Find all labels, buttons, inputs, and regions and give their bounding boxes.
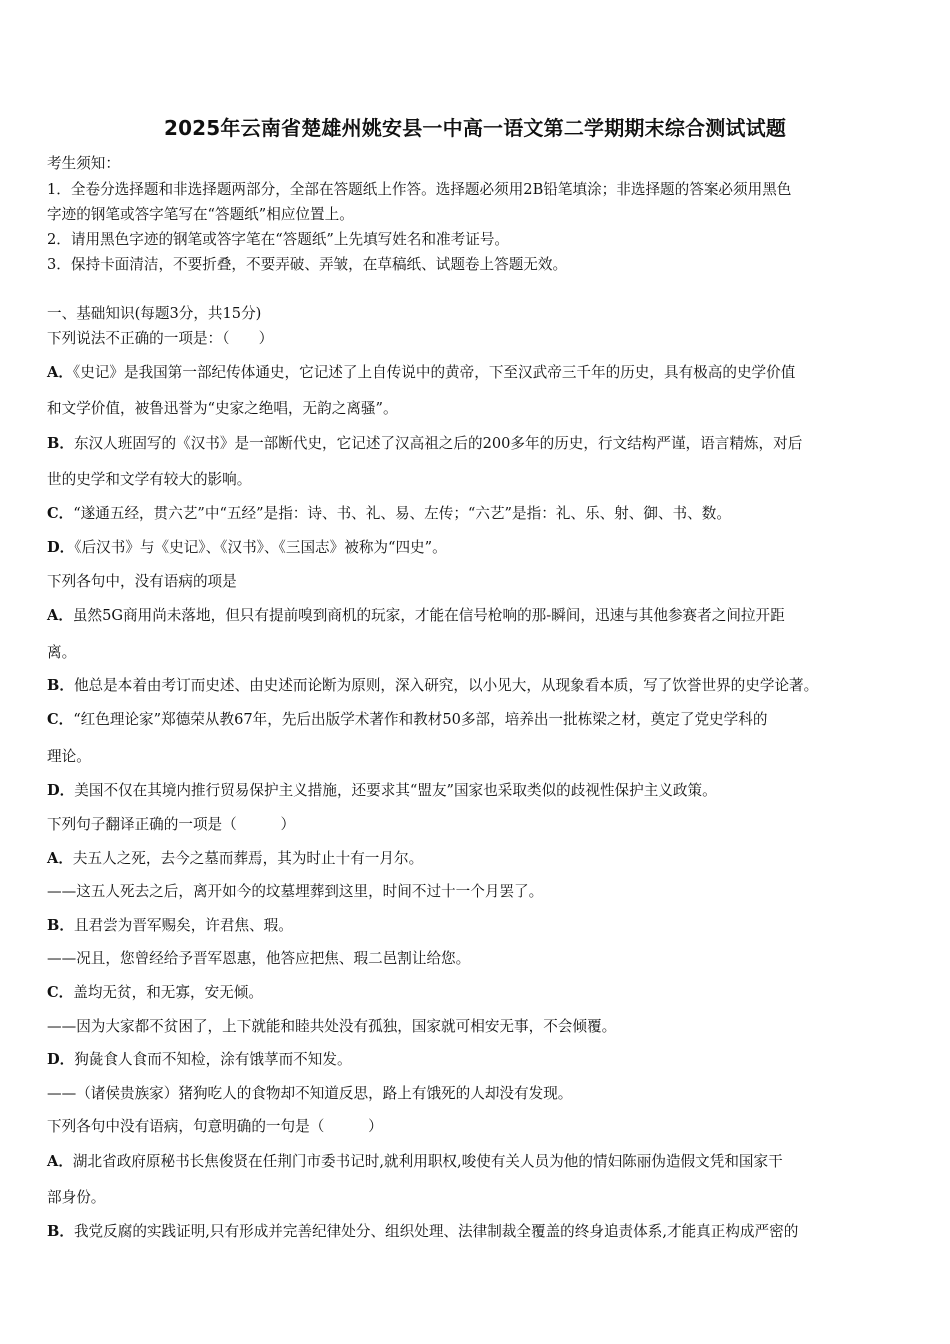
option-label: A． [47, 1153, 73, 1170]
notice-item: 2．请用黑色字迹的钢笔或答字笔在“答题纸”上先填写姓名和准考证号。 [47, 231, 510, 248]
notice-item: 1．全卷分选择题和非选择题两部分，全部在答题纸上作答。选择题必须用2B铅笔填涂；非选择题的答案必须用黑色 [47, 181, 792, 198]
question-stem: 下列各句中，没有语病的项是 [47, 573, 237, 590]
option-label: C． [47, 711, 74, 728]
option-continuation: 和文学价值，被鲁迅誉为“史家之绝唱，无韵之离骚”。 [47, 400, 398, 417]
option-c [47, 708, 767, 729]
option-label: C． [47, 984, 74, 1001]
translation-line: ——（诸侯贵族家）猪狗吃人的食物却不知道反思，路上有饿死的人却没有发现。 [47, 1085, 573, 1102]
option-label: A． [47, 364, 73, 381]
translation-line: ——况且，您曾经给予晋军恩惠，他答应把焦、瑕二邑割让给您。 [47, 950, 471, 967]
option-label: B． [47, 677, 74, 694]
option-continuation: 部身份。 [47, 1189, 106, 1206]
option-label: D． [47, 782, 75, 799]
option-d [47, 1048, 352, 1069]
option-b [47, 914, 293, 935]
option-text: 盖均无贫，和无寡，安无倾。 [73, 984, 263, 1001]
option-text: 他总是本着由考订而史述、由史述而论断为原则，深入研究，以小见大，从现象看本质，写了饮誉世界的史学论著。 [73, 677, 819, 694]
option-continuation: 世的史学和文学有较大的影响。 [47, 471, 252, 488]
option-text: 湖北省政府原秘书长焦俊贤在任荆门市委书记时,就利用职权,唆使有关人员为他的情妇陈丽伪造假文凭和国家干 [72, 1153, 783, 1170]
option-c [47, 502, 731, 523]
option-text: 狗彘食人食而不知检，涂有饿莩而不知发。 [74, 1051, 352, 1068]
notice-heading: 考生须知： [47, 155, 120, 172]
option-text: 夫五人之死，去今之墓而葬焉，其为时止十有一月尔。 [72, 850, 424, 867]
option-a [47, 847, 423, 868]
option-b [47, 432, 802, 453]
option-text: 美国不仅在其境内推行贸易保护主义措施，还要求其“盟友”国家也采取类似的歧视性保护主义政策。 [74, 782, 717, 799]
option-label: B． [47, 917, 74, 934]
option-b [47, 1220, 798, 1241]
option-label: A． [47, 850, 73, 867]
option-a [47, 1150, 783, 1171]
option-text: “遂通五经，贯六艺”中“五经”是指：诗、书、礼、易、左传；“六艺”是指：礼、乐、射、御、书、数。 [73, 505, 731, 522]
option-text: 《后汉书》与《史记》、《汉书》、《三国志》被称为“四史”。 [74, 539, 447, 556]
option-text: 东汉人班固写的《汉书》是一部断代史，它记述了汉高祖之后的200多年的历史，行文结构严谨，语言精炼，对后 [73, 435, 803, 452]
option-text: 且君尝为晋军赐矣，许君焦、瑕。 [73, 917, 293, 934]
document-title: 2025年云南省楚雄州姚安县一中高一语文第二学期期末综合测试试题 [163, 116, 787, 140]
question-stem: 下列说法不正确的一项是：（ ） [47, 330, 274, 347]
option-text: 虽然5G商用尚未落地，但只有提前嗅到商机的玩家，才能在信号枪响的那-瞬间，迅速与其他参赛者之间拉开距 [72, 607, 785, 624]
option-a [47, 604, 785, 625]
option-label: A． [47, 607, 73, 624]
option-b [47, 674, 818, 695]
option-label: B． [47, 1223, 74, 1240]
option-label: D． [47, 1051, 75, 1068]
option-c [47, 981, 263, 1002]
notice-item: 3．保持卡面清洁，不要折叠，不要弄破、弄皱，在草稿纸、试题卷上答题无效。 [47, 256, 568, 273]
translation-line: ——这五人死去之后，离开如今的坟墓埋葬到这里，时间不过十一个月罢了。 [47, 883, 544, 900]
section-heading: 一、基础知识(每题3分，共15分) [47, 305, 262, 322]
question-stem: 下列各句中没有语病，句意明确的一句是（ ） [47, 1118, 383, 1135]
option-d [47, 536, 447, 557]
option-text: 我党反腐的实践证明,只有形成并完善纪律处分、组织处理、法律制裁全覆盖的终身追责体系,才能真正构成严密的 [73, 1223, 799, 1240]
question-stem: 下列句子翻译正确的一项是（ ） [47, 816, 296, 833]
option-text: “红色理论家”郑德荣从教67年，先后出版学术著作和教材50多部，培养出一批栋梁之材，奠定了党史学科的 [73, 711, 768, 728]
option-label: B． [47, 435, 74, 452]
translation-line: ——因为大家都不贫困了，上下就能和睦共处没有孤独，国家就可相安无事，不会倾覆。 [47, 1018, 617, 1035]
option-text: 《史记》是我国第一部纪传体通史，它记述了上自传说中的黄帝，下至汉武帝三千年的历史，具有极高的史学价值 [72, 364, 796, 381]
option-continuation: 离。 [47, 644, 77, 661]
option-label: C． [47, 505, 74, 522]
option-label: D． [47, 539, 75, 556]
option-a [47, 361, 795, 382]
notice-item: 字迹的钢笔或答字笔写在“答题纸”相应位置上。 [47, 206, 354, 223]
option-d [47, 779, 717, 800]
option-continuation: 理论。 [47, 748, 91, 765]
